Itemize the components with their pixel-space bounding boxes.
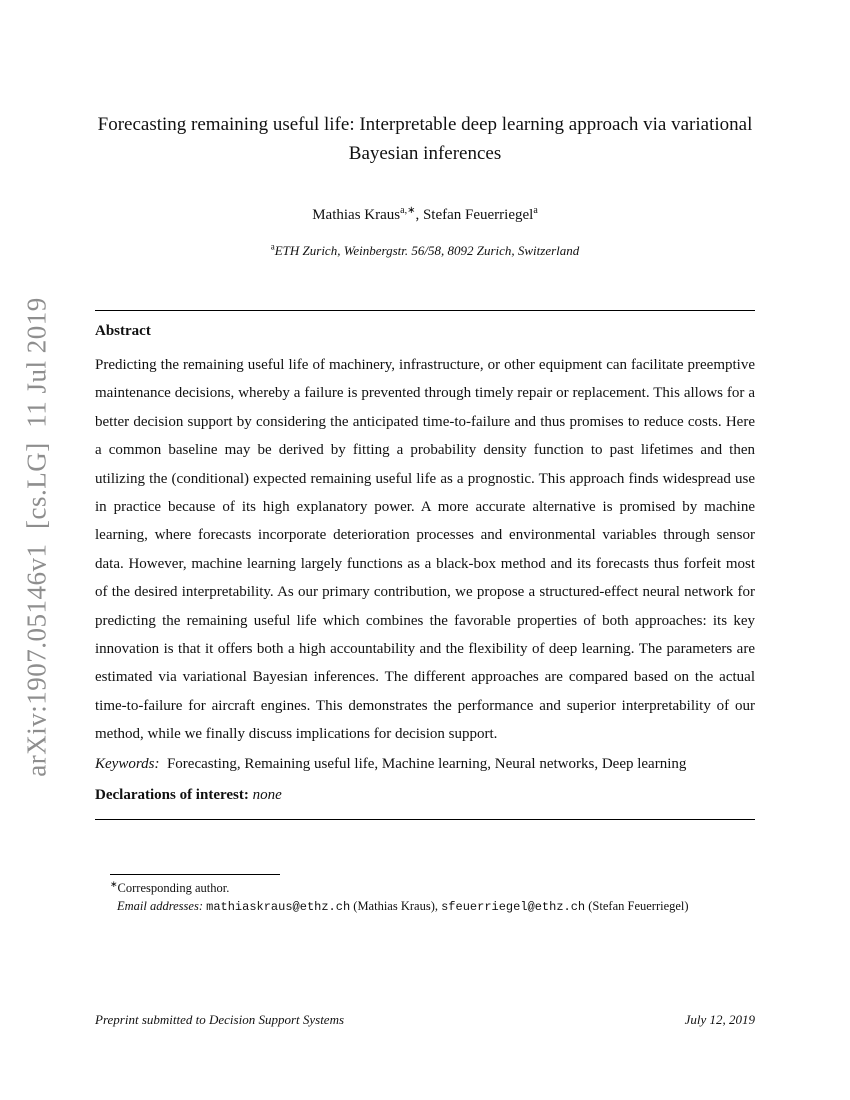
footer-journal-note: Preprint submitted to Decision Support Systems (95, 1012, 345, 1027)
arxiv-watermark: arXiv:1907.05146v1 [cs.LG] 11 Jul 2019 (21, 297, 52, 777)
email-label: Email addresses: (117, 898, 203, 913)
abstract-body: Predicting the remaining useful life of machinery, infrastructure, or other equipment can facilitate preemptive maintenance decisions, whereby a failure is prevented through timely repair or replacement. This allows for a better decision support by considering the anticipated time-to-failure and thus promises to reduce costs. Here a common baseline may be derived by fitting a probability density function to past lifetimes and then utilizing the (conditional) expected remaining useful life as a prognostic. This approach finds widespread use in practice because of its high explanatory power. A more accurate alternative is promised by machine learning, where forecasts incorporate deterioration processes and environmental variables through sensor data. However, machine learning largely functions as a black-box method and its forecasts thus forfeit most of the desired interpretability. As our primary contribution, we propose a structured-effect neural network for predicting the remaining useful life which combines the favorable properties of both approaches: its key innovation is that it offers both a high accountability and the flexibility of deep learning. The parameters are estimated via variational Bayesian inferences. The different approaches are compared based on the actual time-to-failure for aircraft engines. This demonstrates the performance and superior interpretability of our method, while we finally discuss implications for decision support. (95, 357, 755, 743)
paper-title: Forecasting remaining useful life: Interpretable deep learning approach via variational Bayesian inferences (97, 114, 753, 165)
footnote-corresponding (95, 880, 755, 898)
footnote-corresponding-text: Corresponding author. (117, 881, 230, 895)
affiliation-line (95, 243, 755, 259)
email-owner-2: (Stefan Feuerriegel) (588, 898, 689, 913)
keywords-line (95, 750, 755, 778)
author-name-1: Mathias Kraus (312, 207, 401, 223)
email-address-1: mathiaskraus@ethz.ch (206, 899, 351, 914)
footnote-emails (95, 898, 755, 917)
email-owner-1: (Mathias Kraus), (353, 898, 438, 913)
footer (95, 1012, 755, 1028)
affiliation-text: ETH Zurich, Weinbergstr. 56/58, 8092 Zurich, Switzerland (274, 243, 580, 258)
keywords-label: Keywords: (95, 755, 160, 772)
email-address-2: sfeuerriegel@ethz.ch (441, 899, 586, 914)
declarations-label: Declarations of interest: (95, 787, 249, 804)
keywords-text: Forecasting, Remaining useful life, Machine learning, Neural networks, Deep learning (166, 755, 687, 772)
footnote-block (95, 874, 755, 916)
abstract-bottom-rule (95, 819, 755, 820)
declarations-value: none (252, 787, 282, 804)
author-sup-2: a (533, 205, 538, 216)
author-name-2: Stefan Feuerriegel (422, 207, 534, 223)
affiliation-sup: a (270, 241, 275, 252)
author-sup-1: a,∗ (400, 205, 416, 216)
declarations-line (95, 787, 755, 804)
footer-date: July 12, 2019 (684, 1012, 755, 1027)
footnote-marker: ∗ (110, 878, 118, 889)
abstract-top-rule (95, 310, 755, 311)
abstract-heading: Abstract (95, 323, 151, 339)
author-separator: , (415, 207, 423, 223)
authors-line (95, 207, 755, 224)
footnote-rule (110, 874, 280, 875)
abstract-section (95, 310, 755, 820)
